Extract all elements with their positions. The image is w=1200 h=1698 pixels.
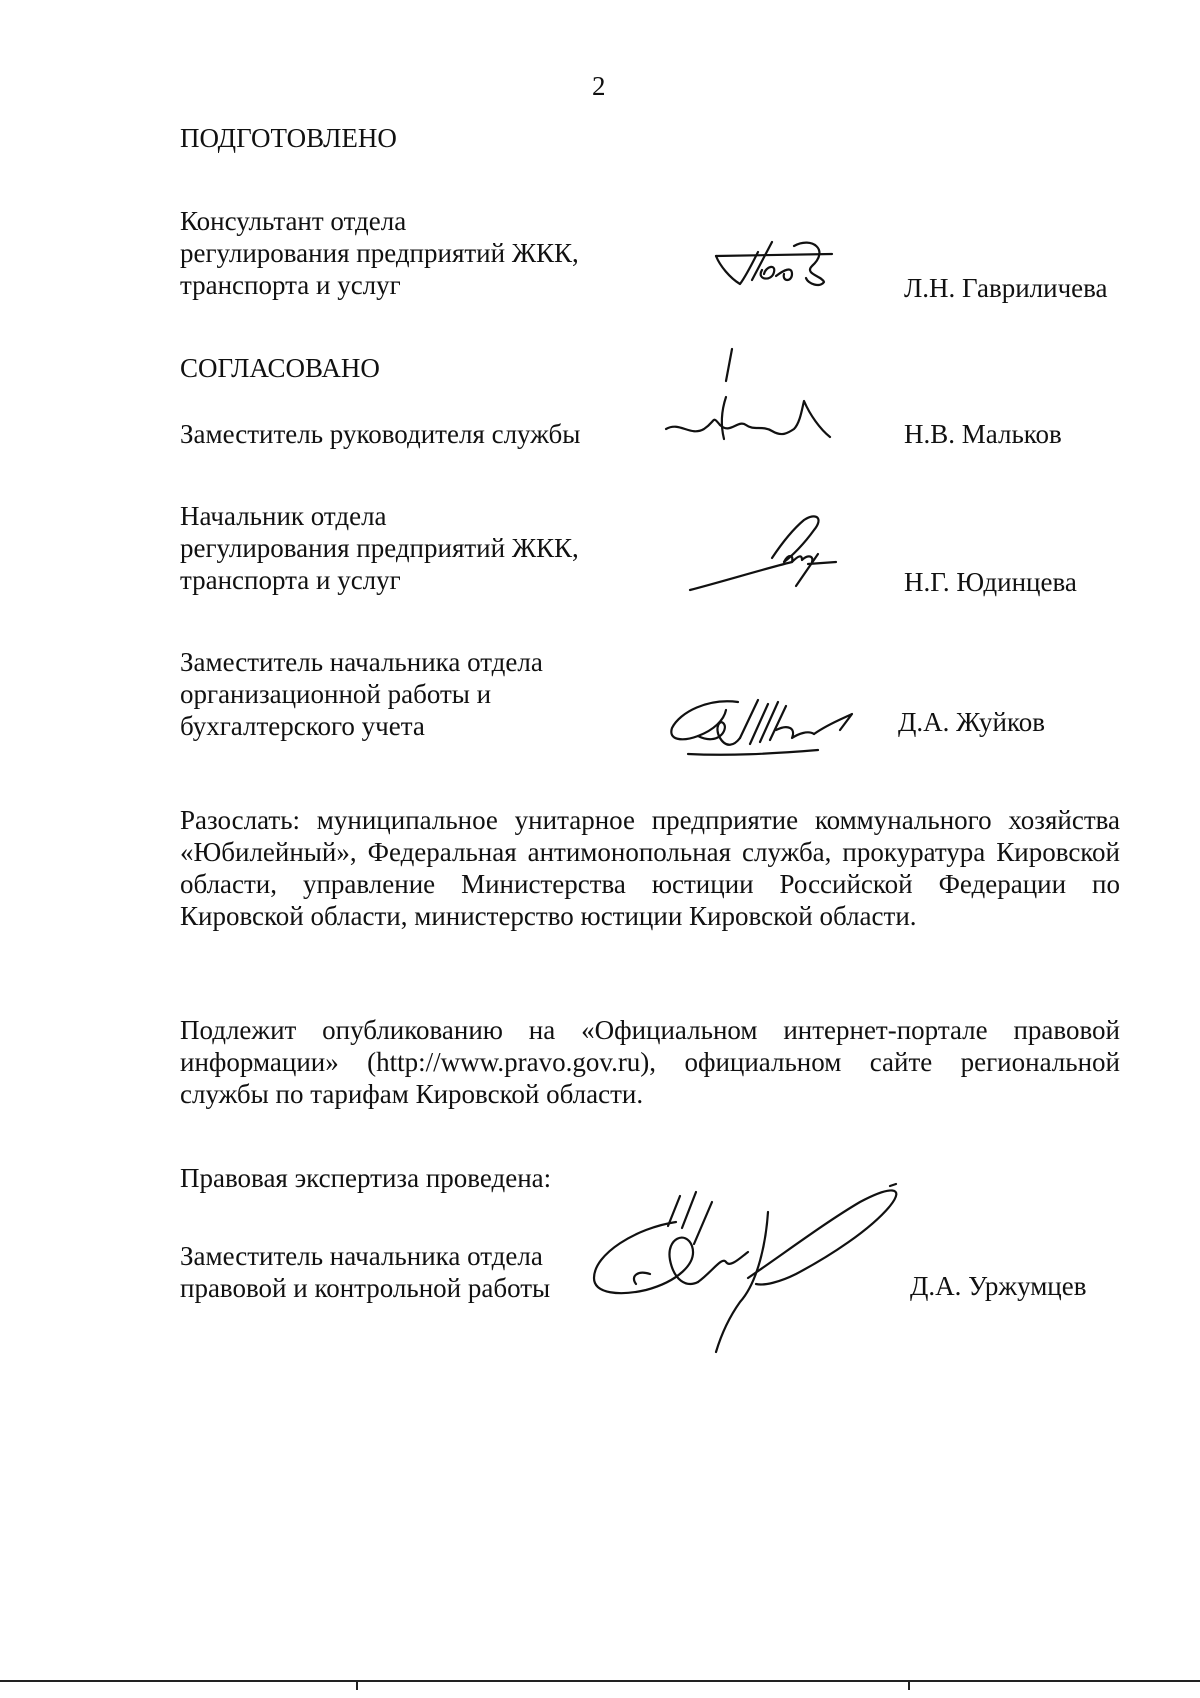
position-line: транспорта и услуг	[180, 565, 401, 595]
position-line: регулирования предприятий ЖКК,	[180, 238, 579, 268]
signer-name: Д.А. Жуйков	[898, 707, 1045, 737]
signer-name: Л.Н. Гавриличева	[904, 273, 1108, 303]
signer-position	[180, 646, 543, 742]
prepared-heading: ПОДГОТОВЛЕНО	[180, 123, 397, 153]
prepared-position	[180, 205, 579, 301]
publication-paragraph: Подлежит опубликованию на «Официальном интернет-портале правовой информации» (http://www.pravo.gov.ru), официальном сайте региональной службы по тарифам Кировской области.	[180, 1015, 1120, 1109]
position-line: организационной работы и	[180, 679, 492, 709]
page-bottom-tick	[908, 1680, 910, 1690]
page-bottom-tick	[356, 1680, 358, 1690]
position-line: Заместитель начальника отдела	[180, 1241, 543, 1271]
signature-yudintseva	[688, 510, 838, 594]
signature-malkov	[664, 345, 844, 465]
position-line: Заместитель руководителя службы	[180, 419, 581, 449]
position-line: бухгалтерского учета	[180, 711, 425, 741]
signer-name: Д.А. Уржумцев	[910, 1271, 1087, 1301]
position-line: Заместитель начальника отдела	[180, 647, 543, 677]
position-line: Начальник отдела	[180, 501, 387, 531]
signer-name: Н.Г. Юдинцева	[904, 567, 1077, 597]
signature-urzhumtsev	[590, 1182, 920, 1352]
agreed-heading: СОГЛАСОВАНО	[180, 353, 380, 383]
position-line: регулирования предприятий ЖКК,	[180, 533, 579, 563]
signer-position	[180, 500, 579, 596]
page-number: 2	[592, 71, 606, 101]
position-line: Консультант отдела	[180, 206, 407, 236]
page-bottom-rule	[0, 1680, 1200, 1682]
signature-gavrilicheva	[712, 236, 842, 306]
legal-review-position	[180, 1240, 550, 1304]
distribution-paragraph: Разослать: муниципальное унитарное предприятие коммунального хозяйства «Юбилейный», Федеральная антимонопольная служба, прокуратура Кировской области, управление Министерства юстиции Российской Федерации по Кировской области, министерство юстиции Кировской области.	[180, 805, 1120, 931]
signer-name: Н.В. Мальков	[904, 419, 1062, 449]
signature-zhuikov	[668, 694, 878, 774]
position-line: правовой и контрольной работы	[180, 1273, 551, 1303]
legal-review-heading: Правовая экспертиза проведена:	[180, 1163, 552, 1193]
position-line: транспорта и услуг	[180, 270, 401, 300]
